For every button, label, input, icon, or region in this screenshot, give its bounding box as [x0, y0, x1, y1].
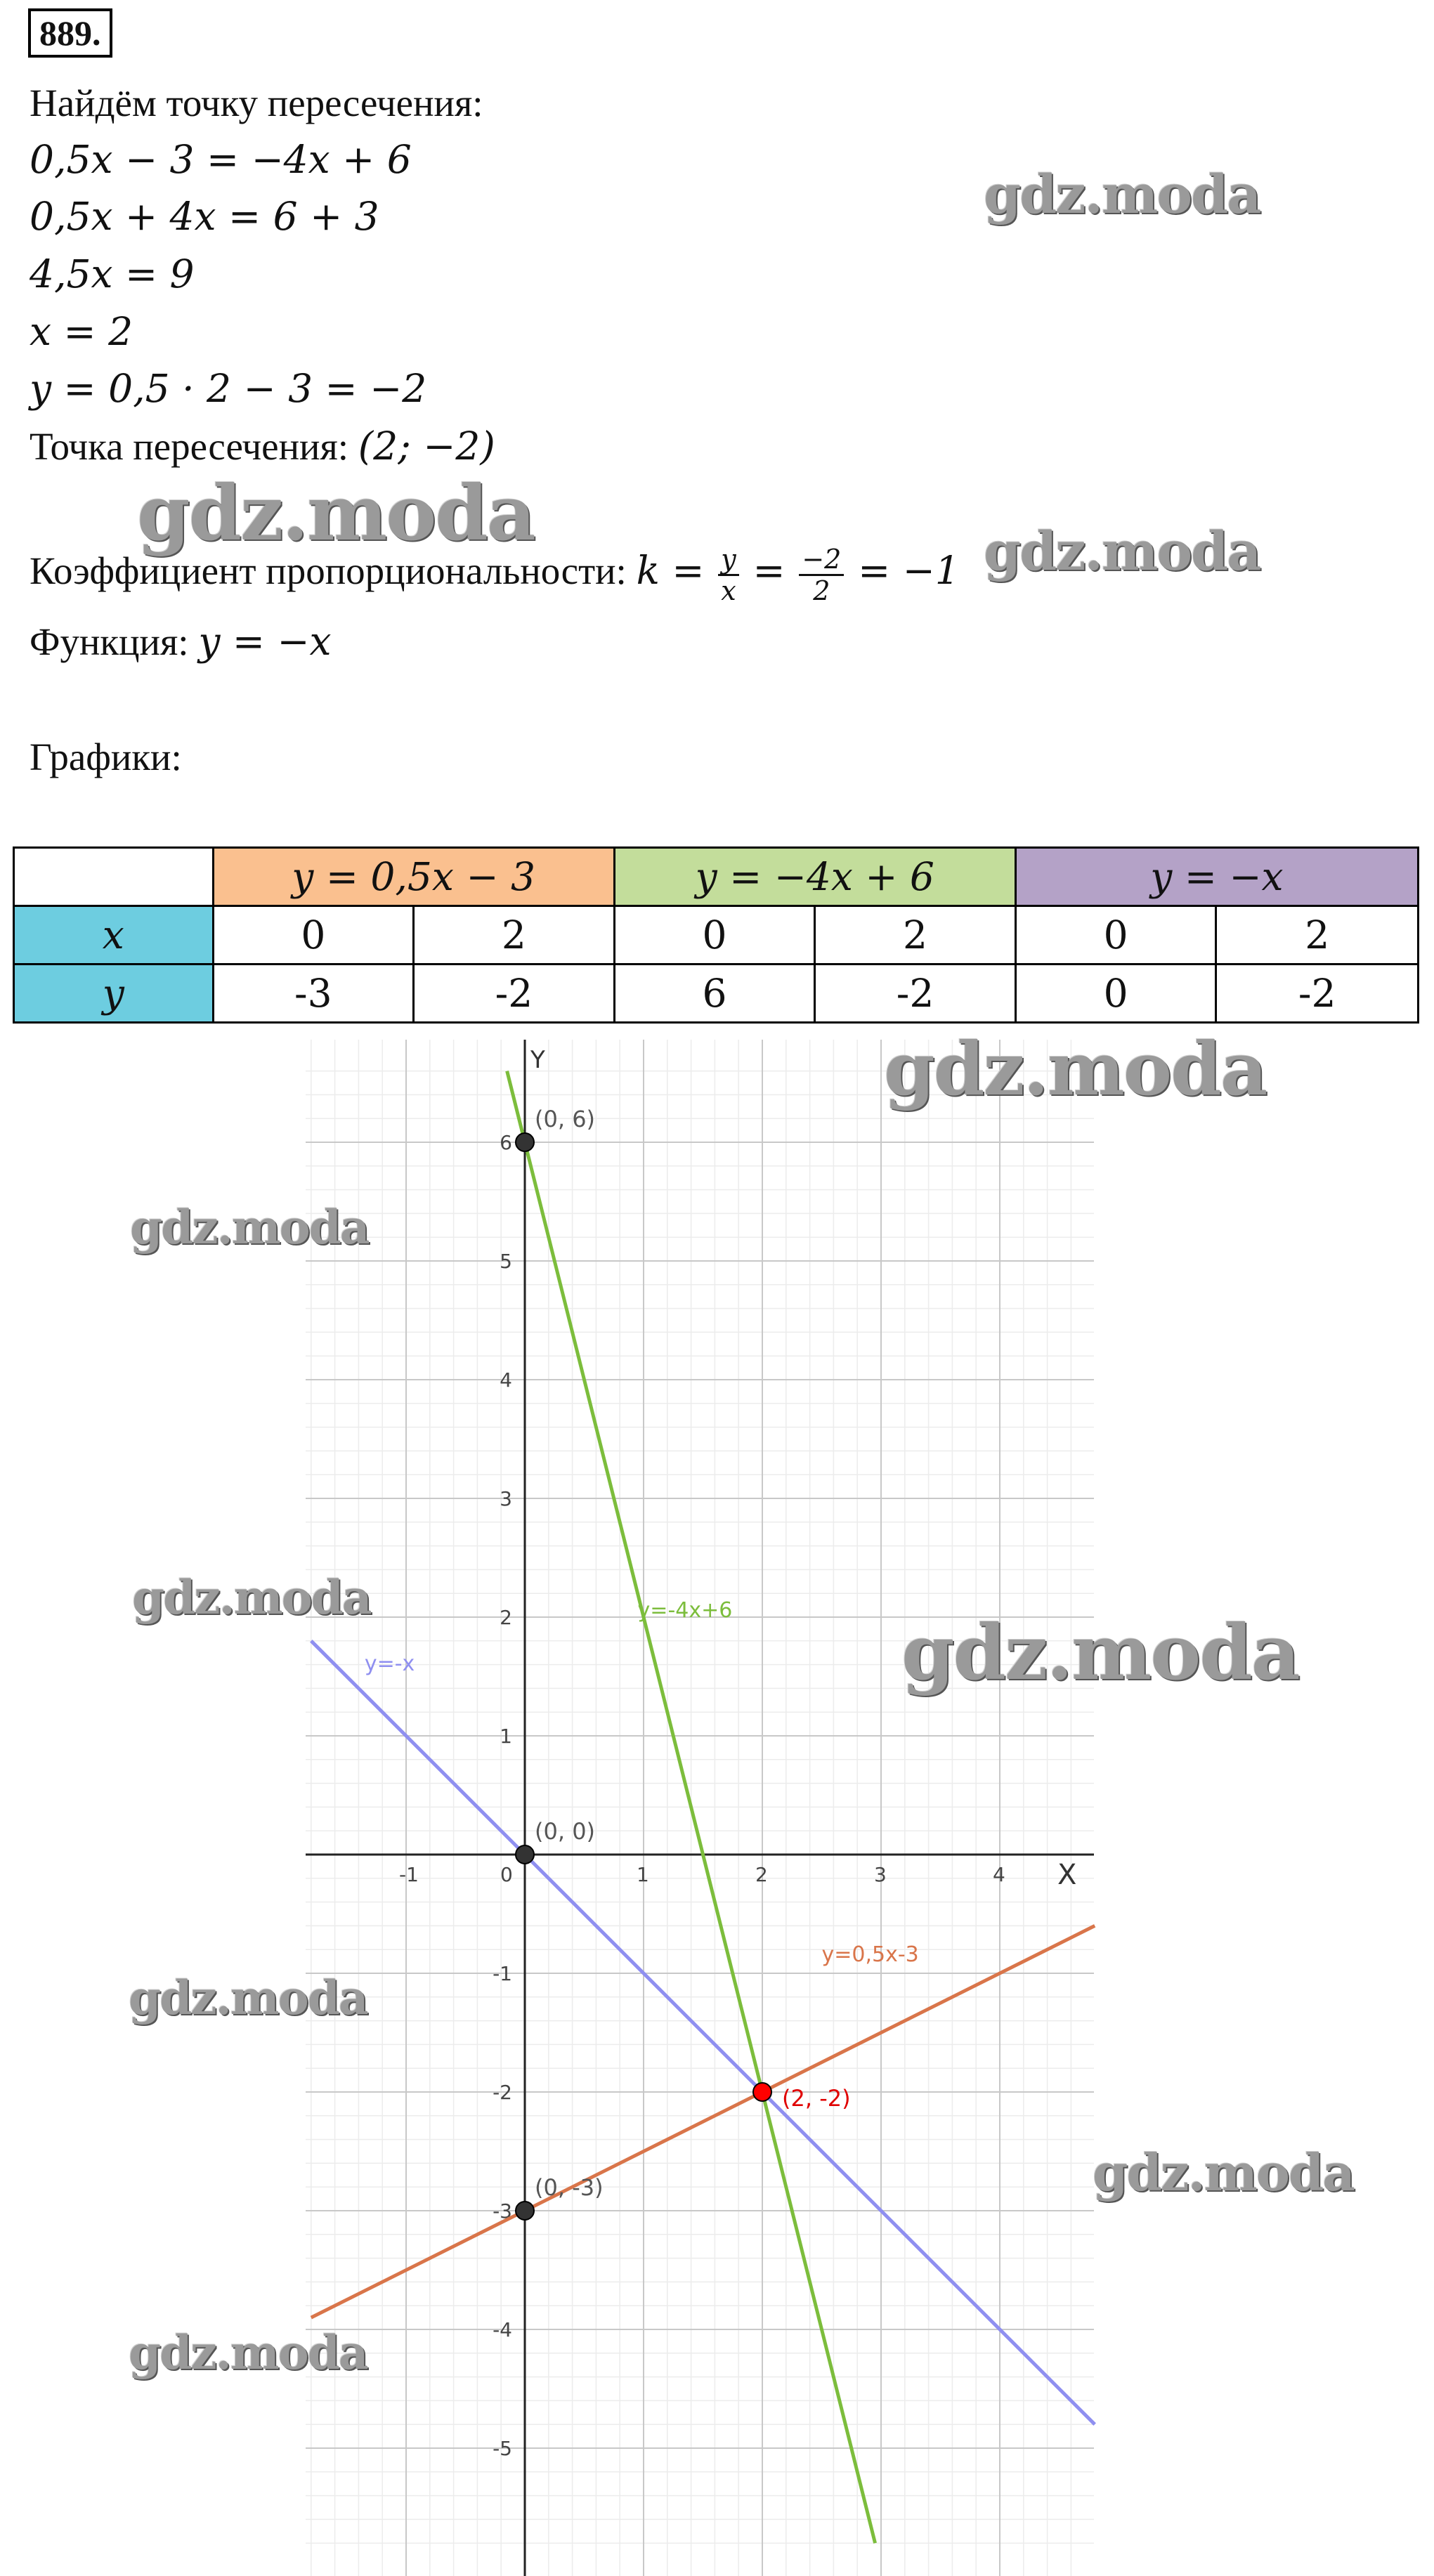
series-line [311, 1641, 1095, 2424]
x-tick-label: 3 [874, 1863, 887, 1886]
row-header-x: x [14, 906, 214, 965]
table-cell: -2 [414, 965, 615, 1023]
table-corner-cell [14, 848, 214, 906]
watermark: gdz.moda [132, 1570, 371, 1625]
y-tick-label: 6 [500, 1131, 512, 1154]
intersection-value: (2; −2) [358, 424, 495, 469]
watermark: gdz.moda [901, 1609, 1299, 1697]
intersection-label: Точка пересечения: [30, 425, 349, 468]
table-cell: -2 [815, 965, 1016, 1023]
point-label: (2, -2) [782, 2085, 851, 2112]
series-label: y=-x [364, 1652, 415, 1677]
table-cell: 2 [815, 906, 1016, 965]
table-cell: 2 [1216, 906, 1419, 965]
series-line [311, 1926, 1095, 2317]
x-tick-label: 0 [500, 1863, 513, 1886]
y-tick-label: 5 [500, 1250, 512, 1273]
coefficient-result: = −1 [858, 548, 960, 594]
x-tick-label: 1 [637, 1863, 649, 1886]
point-marker [753, 2083, 771, 2101]
y-tick-label: -2 [493, 2081, 512, 2104]
point-label: (0, 6) [535, 1106, 596, 1132]
table-cell: 0 [614, 906, 815, 965]
fraction-y-over-x [718, 544, 738, 606]
fraction-numerator: −2 [799, 544, 844, 576]
series-label: y=-4x+6 [637, 1598, 733, 1623]
function-line [30, 617, 332, 667]
fraction-minus2-over-2 [799, 544, 844, 606]
header-line-green: y = −4x + 6 [614, 848, 1015, 906]
table-cell: 0 [213, 906, 414, 965]
solution-step: 4,5x = 9 [30, 251, 195, 296]
marked-points [516, 1106, 851, 2220]
watermark: gdz.moda [1093, 2143, 1354, 2202]
y-axis-label: Y [530, 1046, 545, 1074]
values-table [13, 846, 1419, 1024]
watermark: gdz.moda [137, 469, 535, 558]
y-tick-label: 3 [500, 1487, 512, 1510]
tick-labels [399, 1131, 1005, 2460]
row-header-y: y [14, 965, 214, 1023]
x-tick-label: -1 [399, 1863, 419, 1886]
table-cell: 2 [414, 906, 615, 965]
problem-number: 889. [28, 8, 112, 58]
coefficient-k: k = [636, 548, 705, 594]
y-tick-label: 4 [500, 1368, 512, 1392]
table-cell: 0 [1015, 965, 1216, 1023]
intersection-line [30, 421, 495, 471]
coefficient-equals: = [752, 548, 786, 594]
point-label: (0, 0) [535, 1818, 596, 1845]
y-tick-label: -5 [493, 2437, 512, 2460]
x-axis-label: X [1057, 1859, 1077, 1891]
point-marker [516, 2202, 534, 2220]
solution-step: 0,5x − 3 = −4x + 6 [30, 137, 412, 182]
function-value: y = −x [198, 619, 332, 664]
coefficient-label: Коэффициент пропорциональности: [30, 549, 627, 593]
point-marker [516, 1845, 534, 1864]
x-tick-label: 2 [755, 1863, 768, 1886]
table-cell: -3 [213, 965, 414, 1023]
watermark: gdz.moda [129, 1970, 367, 2025]
watermark: gdz.moda [130, 1200, 369, 1255]
table-cell: -2 [1216, 965, 1419, 1023]
watermark: gdz.moda [984, 520, 1260, 582]
watermark: gdz.moda [884, 1026, 1267, 1112]
header-line-orange: y = 0,5x − 3 [213, 848, 614, 906]
graphs-label: Графики: [30, 735, 182, 778]
y-tick-label: 1 [500, 1725, 512, 1748]
grid-minor [306, 1040, 1094, 2576]
y-tick-label: 2 [500, 1606, 512, 1629]
table-cell: 0 [1015, 906, 1216, 965]
y-tick-label: -3 [493, 2199, 512, 2223]
solution-step: x = 2 [30, 309, 133, 354]
fraction-denominator: x [721, 575, 736, 606]
table-header-row [14, 848, 1419, 906]
y-tick-label: -1 [493, 1962, 512, 1985]
y-tick-label: -4 [493, 2318, 512, 2341]
series-label: y=0,5x-3 [821, 1942, 919, 1968]
solution-heading: Найдём точку пересечения: [30, 81, 483, 124]
x-tick-label: 4 [993, 1863, 1005, 1886]
table-cell: 6 [614, 965, 815, 1023]
function-label: Функция: [30, 620, 189, 663]
solution-step: 0,5x + 4x = 6 + 3 [30, 194, 379, 239]
fraction-denominator: 2 [813, 575, 830, 606]
table-row [14, 906, 1419, 965]
watermark: gdz.moda [984, 163, 1260, 225]
point-marker [516, 1133, 534, 1151]
header-line-purple: y = −x [1015, 848, 1418, 906]
watermark: gdz.moda [129, 2325, 367, 2380]
fraction-numerator: y [718, 544, 738, 576]
point-label: (0, -3) [535, 2174, 604, 2201]
solution-step: y = 0,5 · 2 − 3 = −2 [30, 366, 427, 411]
